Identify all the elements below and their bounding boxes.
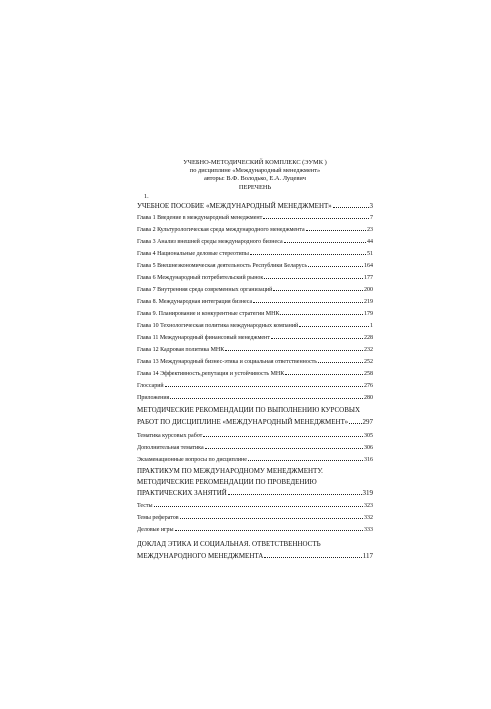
header-title: УЧЕБНО-МЕТОДИЧЕСКИЙ КОМПЛЕКС (ЭУМК ) xyxy=(183,159,327,166)
toc-label: Глоссарий xyxy=(137,383,164,389)
toc-leader xyxy=(264,556,361,558)
toc-leader xyxy=(250,253,366,255)
toc-leader xyxy=(180,517,363,519)
toc-label: Тематика курсовых работ xyxy=(137,433,203,439)
toc-label: Приложения xyxy=(137,395,170,401)
toc-leader xyxy=(248,459,363,461)
toc-leader xyxy=(228,493,362,495)
toc-page: 333 xyxy=(364,527,373,533)
toc-row xyxy=(137,214,373,222)
toc-label: Глава 13 Международный бизнес-этика и социальная ответственность xyxy=(137,359,318,365)
toc-label: Темы рефератов xyxy=(137,515,179,521)
toc-leader xyxy=(285,373,363,375)
section-heading-row xyxy=(137,418,373,427)
toc-page: 316 xyxy=(364,457,373,463)
toc-page: 252 xyxy=(364,359,373,365)
toc-page: 232 xyxy=(364,347,373,353)
section-heading-row xyxy=(137,552,373,561)
toc-page: 177 xyxy=(364,275,373,281)
toc-leader xyxy=(318,361,363,363)
toc-label: Глава 11 Международный финансовый менеджмент xyxy=(137,335,270,341)
toc-leader xyxy=(225,349,363,351)
toc-row xyxy=(137,346,373,354)
section-heading-label: РАБОТ ПО ДИСЦИПЛИНЕ «МЕЖДУНАРОДНЫЙ МЕНЕДЖМЕНТ» xyxy=(137,418,349,426)
toc-row xyxy=(137,514,373,522)
toc-leader xyxy=(280,313,363,315)
toc-page: 276 xyxy=(364,383,373,389)
toc-row xyxy=(137,310,373,318)
toc-leader xyxy=(253,301,363,303)
toc-label: УЧЕБНОЕ ПОСОБИЕ «МЕЖДУНАРОДНЫЙ МЕНЕДЖМЕНТ» xyxy=(137,202,332,210)
toc-row xyxy=(137,226,373,234)
document-header xyxy=(130,159,380,192)
toc-label: Глава 7 Внутренняя среда современных организаций xyxy=(137,287,273,293)
section-heading: МЕТОДИЧЕСКИЕ РЕКОМЕНДАЦИИ ПО ПРОВЕДЕНИЮ xyxy=(137,478,317,486)
toc-page: 23 xyxy=(367,227,373,233)
header-authors: авторы: В.Ф. Володько, Е.А. Луцевич xyxy=(203,175,307,183)
toc-label: Глава 5 Внешнеэкономическая деятельность Республики Беларусь xyxy=(137,263,308,269)
toc-page: 219 xyxy=(364,299,373,305)
toc-row xyxy=(137,394,373,402)
section-heading: МЕТОДИЧЕСКИЕ РЕКОМЕНДАЦИИ ПО ВЫПОЛНЕНИЮ КУРСОВЫХ xyxy=(137,406,361,414)
toc-row xyxy=(137,238,373,246)
toc-label: Тесты xyxy=(137,503,153,509)
toc-leader xyxy=(203,435,363,437)
toc-label: Глава 2 Культурологическая среда международного менеджмента xyxy=(137,227,305,233)
toc-page: 305 xyxy=(364,433,373,439)
toc-leader xyxy=(205,447,363,449)
toc-label: Глава 1 Введение в международный менеджмент xyxy=(137,215,263,221)
toc-label: Глава 8. Международная интеграция бизнеса xyxy=(137,299,253,305)
toc-label: Деловые игры xyxy=(137,527,174,533)
toc-label: Глава 14 Эффективность,репутация и устойчивость МНК xyxy=(137,371,285,377)
toc-row xyxy=(137,202,373,211)
toc-leader xyxy=(333,206,369,208)
toc-label: Глава 10 Технологическая политика международных компаний xyxy=(137,323,299,329)
section-heading-label: ПРАКТИЧЕСКИХ ЗАНЯТИЙ xyxy=(137,489,227,497)
toc-page: 51 xyxy=(367,251,373,257)
toc-page: 1 xyxy=(370,323,373,329)
toc-page: 319 xyxy=(362,489,373,497)
toc-row xyxy=(137,382,373,390)
section-heading: ДОКЛАД ЭТИКА И СОЦИАЛЬНАЯ. ОТВЕТСТВЕННОСТЬ xyxy=(137,540,321,548)
header-list-title: ПЕРЕЧЕНЬ xyxy=(238,183,272,191)
toc-row xyxy=(137,526,373,534)
toc-label: Экзаменационные вопросы по дисциплине xyxy=(137,457,247,463)
toc-row xyxy=(137,322,373,330)
toc-page: 332 xyxy=(364,515,373,521)
toc-page: 280 xyxy=(364,395,373,401)
toc-row xyxy=(137,298,373,306)
toc-page: 117 xyxy=(362,552,373,560)
toc-page: 7 xyxy=(370,215,373,221)
toc-leader xyxy=(308,265,363,267)
toc-row xyxy=(137,502,373,510)
toc-row xyxy=(137,432,373,440)
toc-leader xyxy=(271,337,363,339)
toc-page: 297 xyxy=(362,418,373,426)
list-number: 1. xyxy=(144,193,149,200)
toc-page: 306 xyxy=(364,445,373,451)
toc-leader xyxy=(175,529,363,531)
section-heading-label: МЕЖДУНАРОДНОГО МЕНЕДЖМЕНТА xyxy=(137,552,264,560)
toc-page: 323 xyxy=(364,503,373,509)
toc-label: Глава 12 Кадровая политика МНК xyxy=(137,347,225,353)
toc-label: Глава 9. Планирование и конкурентные стратегии МНК xyxy=(137,311,280,317)
toc-page: 3 xyxy=(369,202,373,210)
toc-page: 164 xyxy=(364,263,373,269)
toc-label: Дополнительная тематика xyxy=(137,445,204,451)
toc-leader xyxy=(273,289,363,291)
toc-leader xyxy=(154,505,363,507)
toc-leader xyxy=(165,385,363,387)
toc-leader xyxy=(349,422,361,424)
toc-leader xyxy=(284,241,366,243)
toc-page: 200 xyxy=(364,287,373,293)
toc-label: Глава 3 Анализ внешней среды международного бизнеса xyxy=(137,239,283,245)
toc-leader xyxy=(170,397,363,399)
toc-label: Глава 6 Международный потребительский рынок xyxy=(137,275,264,281)
toc-leader xyxy=(264,277,363,279)
toc-label: Глава 4 Национальные деловые стереотипы xyxy=(137,251,249,257)
toc-row xyxy=(137,370,373,378)
toc-row xyxy=(137,262,373,270)
section-heading: ПРАКТИКУМ ПО МЕЖДУНАРОДНОМУ МЕНЕДЖМЕНТУ. xyxy=(137,467,323,475)
toc-row xyxy=(137,250,373,258)
toc-leader xyxy=(299,325,369,327)
section-heading-row xyxy=(137,489,373,498)
toc-leader xyxy=(263,217,369,219)
toc-row xyxy=(137,286,373,294)
toc-page: 228 xyxy=(364,335,373,341)
toc-page: 179 xyxy=(364,311,373,317)
toc-row xyxy=(137,444,373,452)
header-discipline: по дисциплине «Международный менеджмент» xyxy=(189,167,321,175)
toc-row xyxy=(137,274,373,282)
toc-row xyxy=(137,456,373,464)
toc-row xyxy=(137,334,373,342)
toc-leader xyxy=(306,229,366,231)
toc-page: 44 xyxy=(367,239,373,245)
toc-row xyxy=(137,358,373,366)
toc-page: 258 xyxy=(364,371,373,377)
